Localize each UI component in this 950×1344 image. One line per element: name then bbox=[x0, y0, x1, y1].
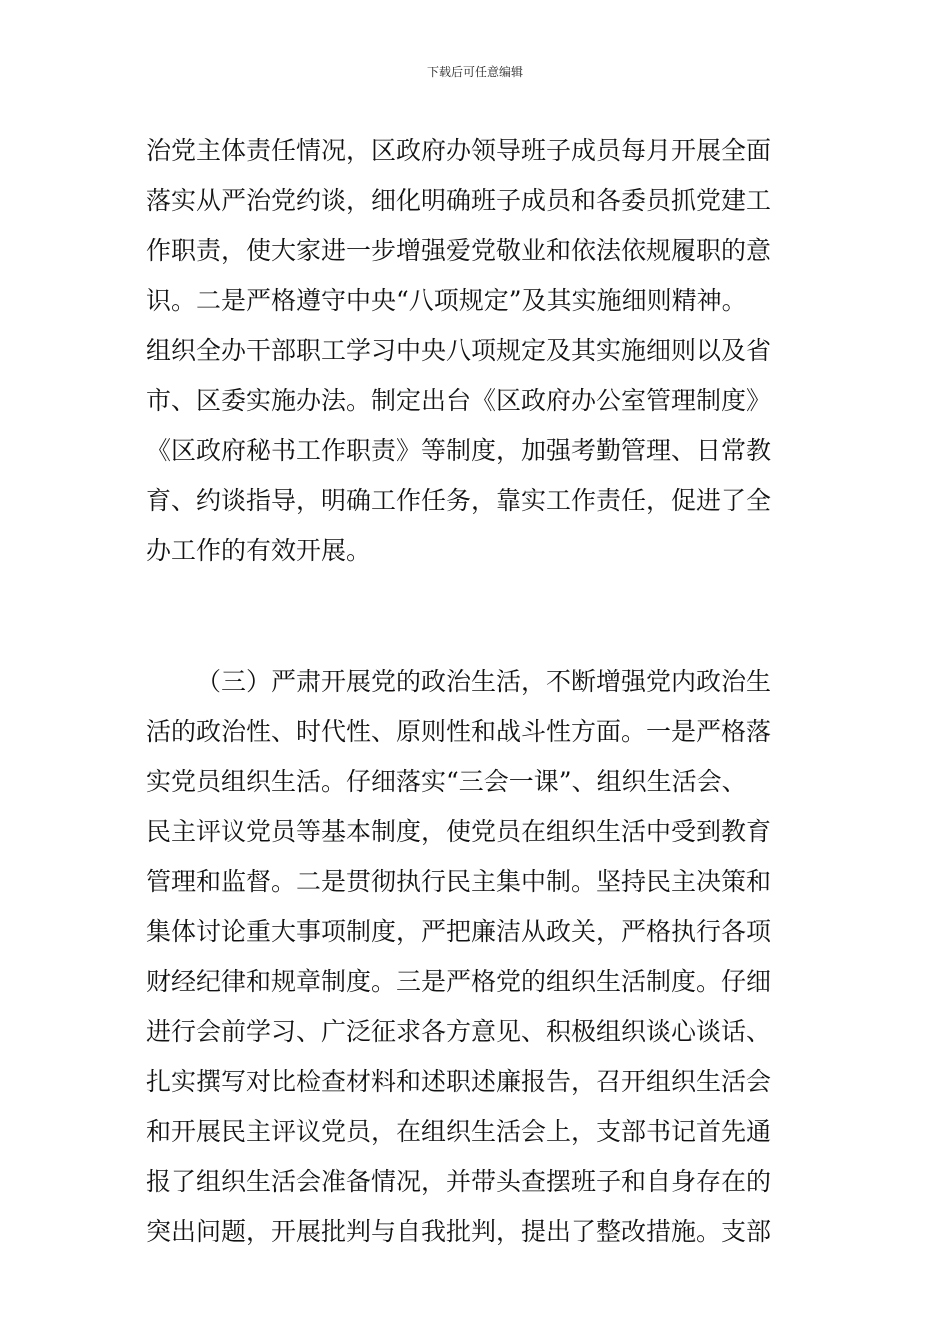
paragraph-2 bbox=[146, 662, 818, 1262]
text-line: 识。二是严格遵守中央“八项规定”及其实施细则精神。 bbox=[146, 286, 747, 315]
text-line: 和开展民主评议党员，在组织生活会上，支部书记首先通 bbox=[146, 1117, 772, 1146]
text-line: 财经纪律和规章制度。三是严格党的组织生活制度。仔细 bbox=[146, 967, 772, 996]
text-line: 落实从严治党约谈，细化明确班子成员和各委员抓党建工 bbox=[146, 186, 772, 215]
paragraph-1 bbox=[146, 131, 818, 581]
text-line: 民主评议党员等基本制度，使党员在组织生活中受到教育 bbox=[146, 817, 772, 846]
text-line: 市、区委实施办法。制定出台《区政府办公室管理制度》 bbox=[146, 386, 772, 415]
text-line: 管理和监督。二是贯彻执行民主集中制。坚持民主决策和 bbox=[146, 867, 772, 896]
text-line: 育、约谈指导，明确工作任务，靠实工作责任，促进了全 bbox=[146, 486, 772, 515]
text-line: 进行会前学习、广泛征求各方意见、积极组织谈心谈话、 bbox=[146, 1017, 772, 1046]
text-line: 扎实撰写对比检查材料和述职述廉报告，召开组织生活会 bbox=[146, 1067, 772, 1096]
text-line: 实党员组织生活。仔细落实“三会一课”、组织生活会、 bbox=[146, 767, 747, 796]
page-header: 下载后可任意编辑 bbox=[426, 65, 523, 79]
text-line: 报了组织生活会准备情况，并带头查摆班子和自身存在的 bbox=[146, 1167, 772, 1196]
text-line: （三）严肃开展党的政治生活，不断增强党内政治生 bbox=[196, 667, 772, 696]
text-line: 组织全办干部职工学习中央八项规定及其实施细则以及省 bbox=[146, 336, 772, 365]
text-line: 突出问题，开展批判与自我批判，提出了整改措施。支部 bbox=[146, 1217, 772, 1246]
paragraph-spacer bbox=[146, 581, 818, 662]
text-line: 作职责，使大家进一步增强爱党敬业和依法依规履职的意 bbox=[146, 236, 772, 265]
text-line: 办工作的有效开展。 bbox=[146, 536, 372, 565]
text-line: 治党主体责任情况，区政府办领导班子成员每月开展全面 bbox=[146, 136, 772, 165]
text-line: 集体讨论重大事项制度，严把廉洁从政关，严格执行各项 bbox=[146, 917, 772, 946]
document-body bbox=[146, 131, 818, 1262]
text-line: 活的政治性、时代性、原则性和战斗性方面。一是严格落 bbox=[146, 717, 772, 746]
text-line: 《区政府秘书工作职责》等制度，加强考勤管理、日常教 bbox=[146, 436, 772, 465]
